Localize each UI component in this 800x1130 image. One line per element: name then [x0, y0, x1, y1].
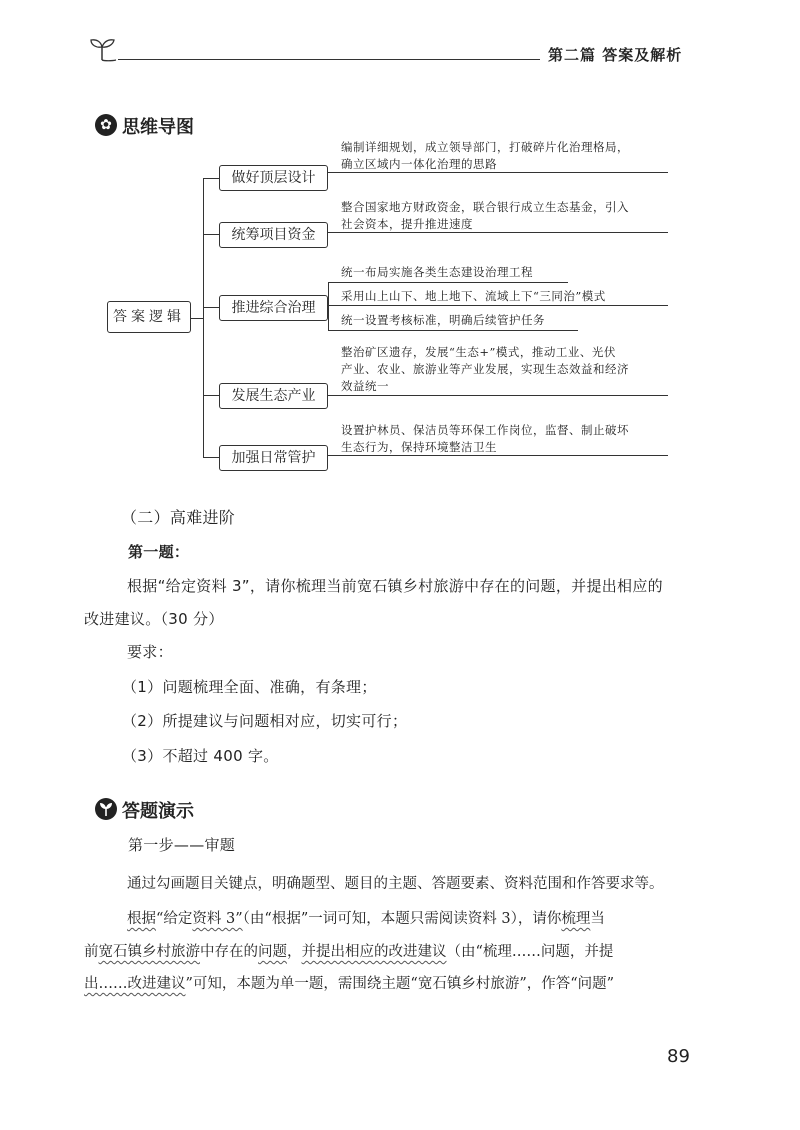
- branch-comprehensive-governance: 推进综合治理: [219, 295, 328, 321]
- requirement-item: （2）所提建议与问题相对应，切实可行；: [122, 712, 408, 730]
- keyword-mark: 问题: [258, 944, 287, 960]
- keyword-mark: 梳理: [561, 911, 591, 927]
- leaf-text: 编制详细规划，成立领导部门，打破碎片化治理格局，: [341, 140, 629, 154]
- requirement-item: （3）不超过 400 字。: [122, 747, 279, 765]
- leaf-underline: [328, 305, 668, 306]
- leaf-underline: [328, 395, 668, 396]
- text-span: 前: [84, 944, 99, 960]
- keyword-mark: 根据: [127, 911, 156, 927]
- question-text: 根据“给定资料 3”，请你梳理当前宽石镇乡村旅游中存在的问题，并提出相应的: [127, 577, 663, 595]
- branch-connector: [203, 234, 219, 235]
- keyword-mark: 宽石镇乡村旅游: [98, 944, 200, 960]
- demo-section-title: 答题演示: [122, 801, 194, 822]
- requirement-item: （1）问题梳理全面、准确，有条理；: [122, 678, 377, 696]
- advanced-heading: （二）高难进阶: [121, 508, 236, 527]
- leaf-text: 整合国家地方财政资金，联合银行成立生态基金，引入: [341, 200, 629, 214]
- leaf-icon: [95, 798, 117, 820]
- text-span: 当: [590, 911, 605, 927]
- text-span: 中存在的: [200, 944, 258, 960]
- leaf-text: 社会资本，提升推进速度: [341, 217, 473, 231]
- demo-paragraph-line: [84, 972, 614, 996]
- text-span: （由“根据”一词可知，本题只需阅读资料 3），请你: [242, 911, 562, 927]
- trunk-line: [203, 178, 204, 458]
- header-title: 第二篇 答案及解析: [548, 46, 683, 64]
- page-number: 89: [667, 1046, 690, 1067]
- branch-connector: [203, 457, 219, 458]
- sprout-icon: [88, 36, 118, 62]
- keyword-mark: 并提出相应的改进建议: [301, 944, 447, 960]
- branch-project-funds: 统筹项目资金: [219, 222, 328, 248]
- branch-connector: [203, 178, 219, 179]
- requirements-label: 要求：: [127, 643, 173, 661]
- branch-connector: [203, 395, 219, 396]
- text-span: 通过勾画题目关键点，明确题型、题目的主题、答题要素、资料范围和作答要求等。: [127, 876, 664, 892]
- leaf-text: 生态行为，保持环境整洁卫生: [341, 440, 497, 454]
- text-span: （由“梳理……问题，并提: [446, 944, 614, 960]
- leaf-underline: [328, 330, 578, 331]
- text-span: ”可知，本题为单一题，需围绕主题“宽石镇乡村旅游”，作答“问题”: [185, 976, 615, 992]
- leaf-bracket: [328, 282, 329, 330]
- mindmap-root: 答案逻辑: [107, 301, 191, 333]
- text-span: ，: [287, 944, 302, 960]
- root-connector: [191, 318, 203, 319]
- demo-step: 第一步——审题: [128, 836, 236, 854]
- flower-icon: ✿: [95, 114, 117, 136]
- leaf-text: 效益统一: [341, 379, 389, 393]
- leaf-text: 确立区域内一体化治理的思路: [341, 157, 497, 171]
- leaf-text: 整治矿区遗存，发展“生态+”模式，推动工业、光伏: [341, 345, 616, 359]
- leaf-text: 产业、农业、旅游业等产业发展，实现生态效益和经济: [341, 362, 629, 376]
- branch-top-level-design: 做好顶层设计: [219, 165, 328, 191]
- keyword-mark: 资料 3”: [192, 911, 243, 927]
- demo-paragraph-line: [127, 907, 605, 931]
- leaf-text: 统一设置考核标准，明确后续管护任务: [341, 313, 545, 327]
- branch-connector: [203, 307, 219, 308]
- mindmap-section-title: 思维导图: [122, 117, 194, 138]
- leaf-text: 统一布局实施各类生态建设治理工程: [341, 265, 533, 279]
- branch-daily-maintenance: 加强日常管护: [219, 445, 328, 471]
- branch-eco-industry: 发展生态产业: [219, 383, 328, 409]
- question-label: 第一题：: [128, 543, 190, 561]
- leaf-text: 采用山上山下、地上地下、流域上下“三同治”模式: [341, 289, 606, 303]
- leaf-underline: [328, 282, 568, 283]
- keyword-mark: 出……改进建议: [84, 976, 186, 992]
- header-rule: [118, 59, 540, 60]
- question-text-cont: 改进建议。（30 分）: [84, 610, 224, 628]
- leaf-text: 设置护林员、保洁员等环保工作岗位，监督、制止破坏: [341, 423, 629, 437]
- demo-paragraph-line: [84, 940, 613, 964]
- text-span: “给定: [156, 911, 193, 927]
- demo-paragraph-line: [127, 872, 664, 896]
